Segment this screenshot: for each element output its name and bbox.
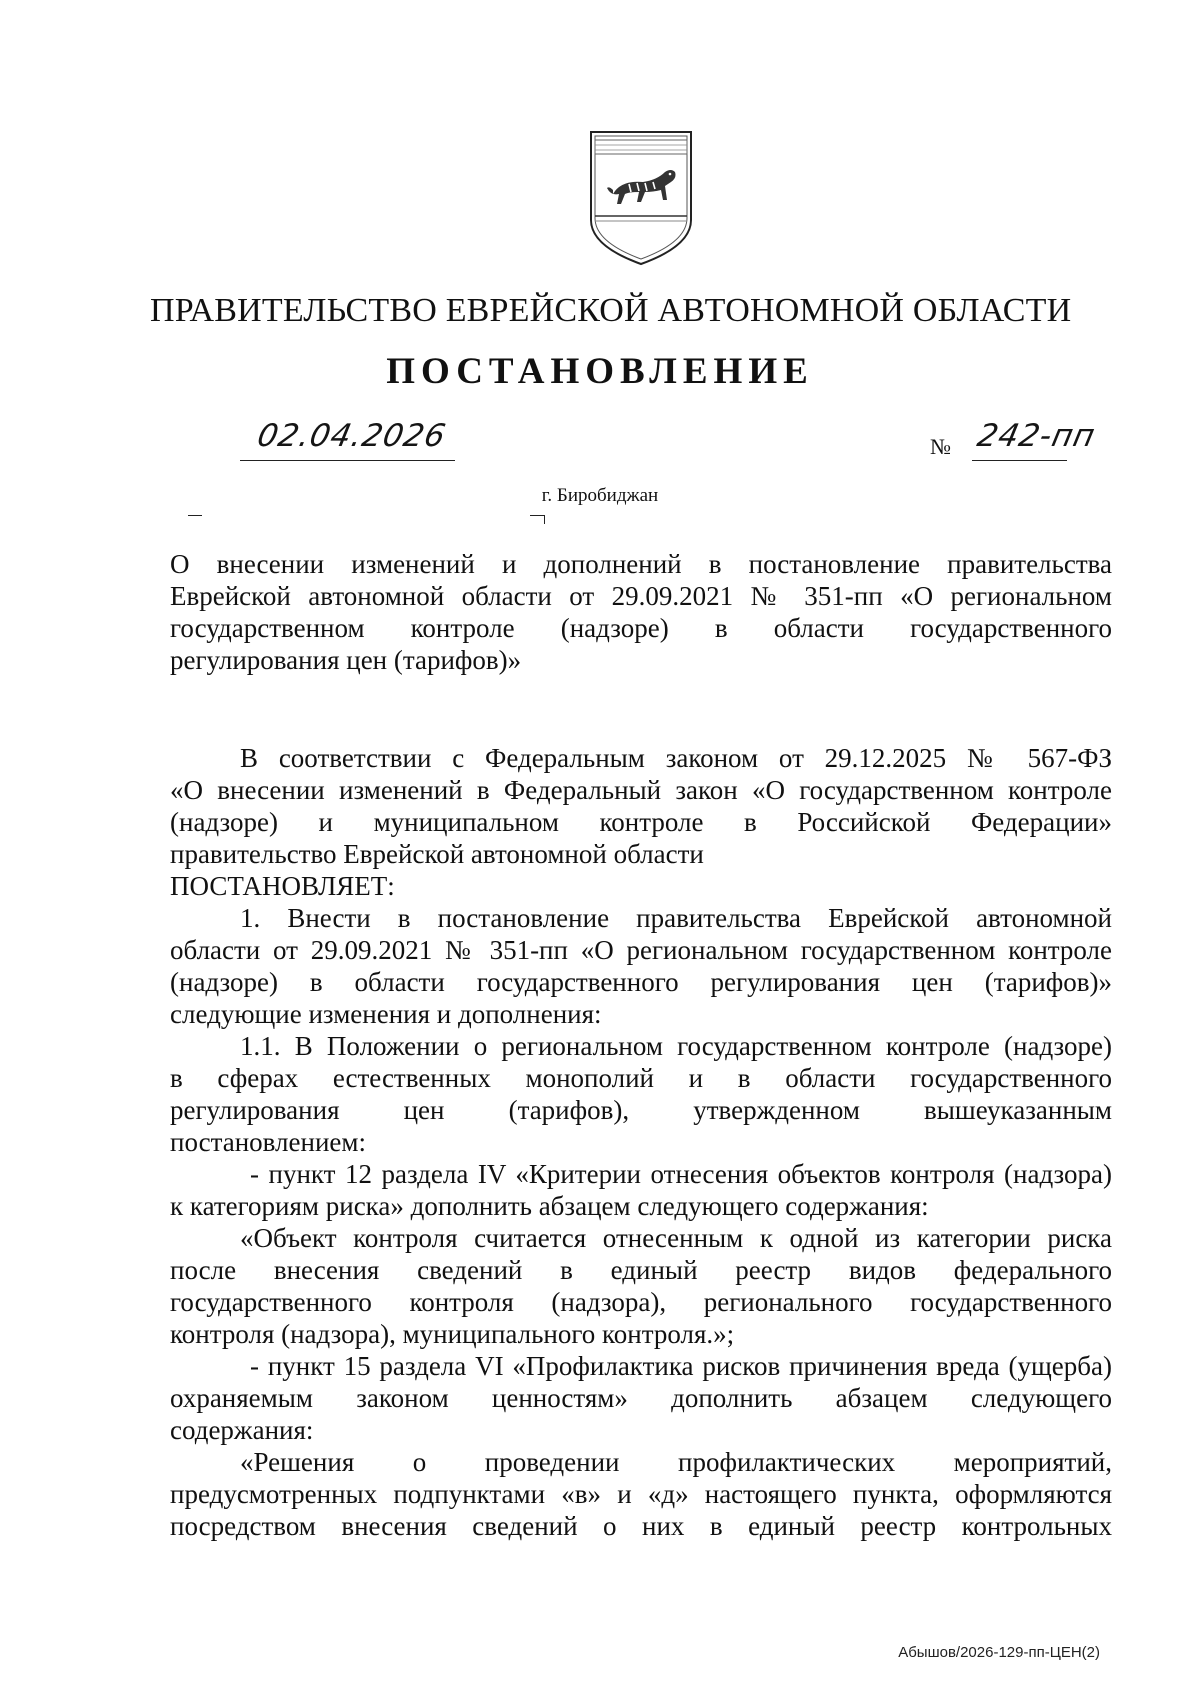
document-subject (170, 548, 1112, 676)
body-line: содержания: (170, 1415, 314, 1445)
subject-line: государственном контроле (надзоре) в области государственного (170, 613, 1112, 643)
body-line: 1.1. В Положении о региональном государственном контроле (надзоре) (240, 1031, 1112, 1061)
issuing-authority: ПРАВИТЕЛЬСТВО ЕВРЕЙСКОЙ АВТОНОМНОЙ ОБЛАСТИ (150, 292, 1072, 329)
title-bracket-left (188, 515, 202, 524)
body-line: регулирования цен (тарифов), утвержденном вышеуказанным (170, 1095, 1112, 1125)
body-line: - пункт 12 раздела IV «Критерии отнесения объектов контроля (надзора) (250, 1159, 1112, 1189)
body-line: «Решения о проведении профилактических мероприятий, (240, 1447, 1112, 1477)
body-line: охраняемым законом ценностям» дополнить абзацем следующего (170, 1383, 1112, 1413)
document-number (930, 418, 1100, 462)
body-line: 1. Внести в постановление правительства Еврейской автономной (240, 903, 1112, 933)
document-body (170, 742, 1112, 1542)
subject-line: О внесении изменений и дополнений в постановление правительства (170, 549, 1112, 579)
document-registration-code: Абышов/2026-129-пп-ЦЕН(2) (898, 1644, 1100, 1661)
number-handwritten: 242-пп (974, 418, 1099, 454)
body-line: «О внесении изменений в Федеральный закон «О государственном контроле (170, 775, 1112, 805)
body-line: посредством внесения сведений о них в единый реестр контрольных (170, 1511, 1112, 1541)
body-line: (надзоре) и муниципальном контроле в Российской Федерации» (170, 807, 1112, 837)
body-line: предусмотренных подпунктами «в» и «д» настоящего пункта, оформляются (170, 1479, 1112, 1509)
date-underline (240, 460, 455, 461)
coat-of-arms-tiger-icon (585, 128, 697, 268)
body-line: (надзоре) в области государственного регулирования цен (тарифов)» (170, 967, 1112, 997)
title-bracket-right (530, 515, 545, 524)
subject-line: регулирования цен (тарифов)» (170, 645, 522, 675)
body-line: В соответствии с Федеральным законом от 29.12.2025 № 567-ФЗ (240, 743, 1112, 773)
body-line: в сферах естественных монополий и в области государственного (170, 1063, 1112, 1093)
body-line: после внесения сведений в единый реестр видов федерального (170, 1255, 1112, 1285)
body-line: контроля (надзора), муниципального контроля.»; (170, 1319, 735, 1349)
city-of-issue: г. Биробиджан (541, 485, 659, 506)
subject-line: Еврейской автономной области от 29.09.2021 № 351-пп «О региональном (170, 581, 1112, 611)
body-line: постановлением: (170, 1127, 366, 1157)
body-line: «Объект контроля считается отнесенным к одной из категории риска (240, 1223, 1112, 1253)
body-line: следующие изменения и дополнения: (170, 999, 602, 1029)
body-line: к категориям риска» дополнить абзацем следующего содержания: (170, 1191, 929, 1221)
body-line: - пункт 15 раздела VI «Профилактика рисков причинения вреда (ущерба) (250, 1351, 1112, 1381)
document-type-title: ПОСТАНОВЛЕНИЕ (386, 351, 814, 392)
document-date (240, 418, 455, 462)
resolution-keyword: ПОСТАНОВЛЯЕТ: (170, 871, 395, 901)
number-sign: № (930, 434, 951, 459)
date-handwritten: 02.04.2026 (254, 418, 450, 454)
body-line: области от 29.09.2021 № 351-пп «О региональном государственном контроле (170, 935, 1112, 965)
body-line: государственного контроля (надзора), регионального государственного (170, 1287, 1112, 1317)
number-underline (972, 460, 1067, 461)
body-line: правительство Еврейской автономной области (170, 839, 704, 869)
